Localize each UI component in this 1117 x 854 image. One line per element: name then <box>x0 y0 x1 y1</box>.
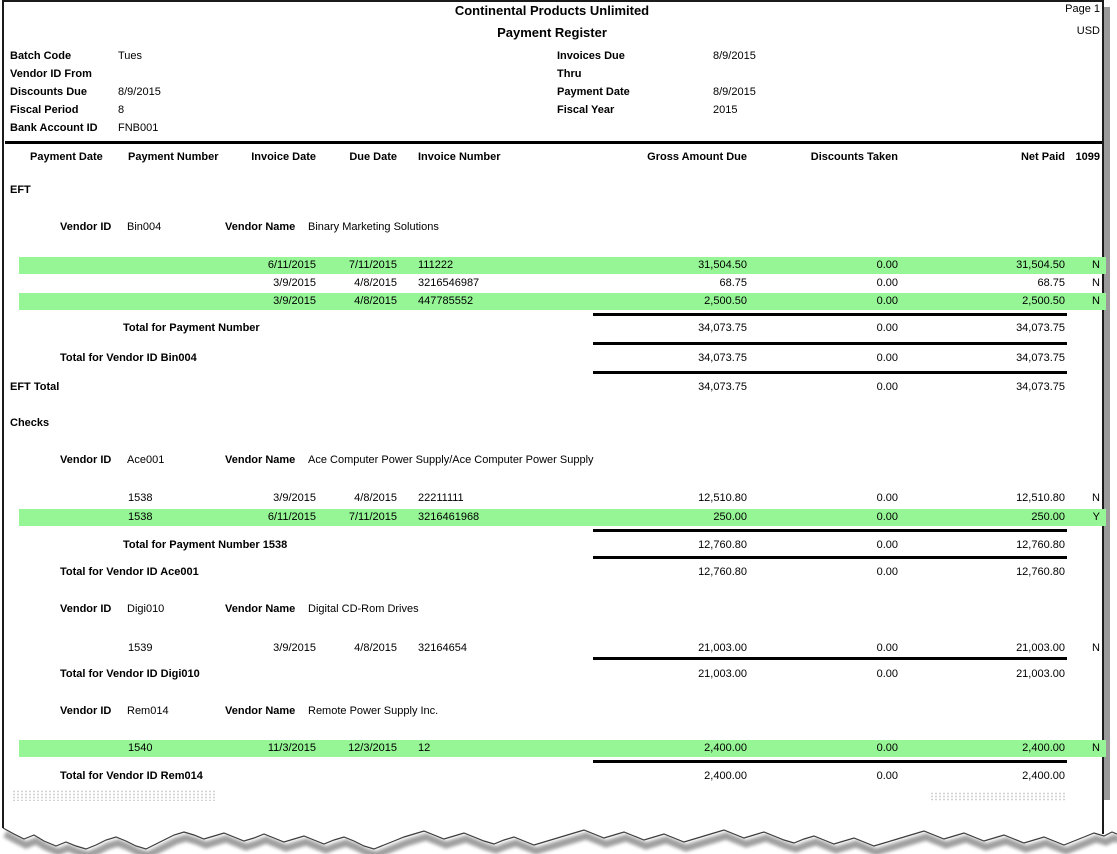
total-label: EFT Total <box>10 381 60 393</box>
invoice-number-cell: 32164654 <box>418 642 467 654</box>
discount-cell: 0.00 <box>876 566 898 578</box>
invoice-number-cell: 12 <box>418 742 431 754</box>
net-paid-cell: 21,003.00 <box>1016 668 1065 680</box>
gross-amount-cell: 68.75 <box>719 277 747 289</box>
discount-cell: 0.00 <box>876 492 898 504</box>
payment-row <box>0 490 1117 507</box>
section-label-eft <box>0 182 1117 199</box>
gross-amount-cell: 2,500.50 <box>704 295 747 307</box>
vendor-name-label: Vendor Name <box>225 603 296 615</box>
due-date-cell: 4/8/2015 <box>354 642 397 654</box>
net-paid-cell: 21,003.00 <box>1016 642 1065 654</box>
net-paid-cell: 31,504.50 <box>1016 259 1065 271</box>
flag-1099-cell: N <box>1092 277 1100 289</box>
due-date-cell: 7/11/2015 <box>348 511 397 523</box>
page-number: Page 1 <box>1065 3 1100 15</box>
invoice-date-cell: 3/9/2015 <box>273 277 316 289</box>
vendor-id-label: Vendor ID <box>60 221 112 233</box>
total-rule <box>593 657 1067 660</box>
col-1099: 1099 <box>1075 151 1100 163</box>
vendor-id-value: Digi010 <box>127 603 165 615</box>
payment-row <box>0 293 1117 310</box>
payment-number-cell: 1539 <box>128 642 153 654</box>
section-label: Checks <box>10 417 50 429</box>
param-label: Fiscal Period <box>10 104 79 116</box>
payment-number-cell: 1540 <box>128 742 153 754</box>
param-value: 2015 <box>713 104 738 116</box>
gross-amount-cell: 12,760.80 <box>698 539 747 551</box>
due-date-cell: 4/8/2015 <box>354 277 397 289</box>
column-header-row <box>0 149 1117 166</box>
param-value: Tues <box>118 50 143 62</box>
col-due-date: Due Date <box>349 151 397 163</box>
total-row <box>0 666 1117 683</box>
total-label: Total for Vendor ID Bin004 <box>60 352 197 364</box>
gross-amount-cell: 34,073.75 <box>698 352 747 364</box>
total-rule <box>593 342 1067 345</box>
payment-row <box>0 740 1117 757</box>
param-row <box>0 101 1117 119</box>
net-paid-cell: 68.75 <box>1037 277 1065 289</box>
vendor-id-value: Rem014 <box>127 705 169 717</box>
vendor-id-label: Vendor ID <box>60 454 112 466</box>
vendor-name-value: Digital CD-Rom Drives <box>308 603 419 615</box>
invoice-number-cell: 3216546987 <box>418 277 480 289</box>
payment-row <box>0 640 1117 657</box>
invoice-date-cell: 3/9/2015 <box>273 642 316 654</box>
page-border-top <box>2 0 1104 2</box>
discount-cell: 0.00 <box>876 352 898 364</box>
param-label: Fiscal Year <box>557 104 615 116</box>
gross-amount-cell: 12,760.80 <box>698 566 747 578</box>
invoice-number-cell: 447785552 <box>418 295 474 307</box>
flag-1099-cell: N <box>1092 642 1100 654</box>
due-date-cell: 12/3/2015 <box>348 742 397 754</box>
gross-amount-cell: 250.00 <box>713 511 747 523</box>
net-paid-cell: 2,500.50 <box>1022 295 1065 307</box>
param-label: Vendor ID From <box>10 68 92 80</box>
invoice-number-cell: 3216461968 <box>418 511 480 523</box>
vendor-name-label: Vendor Name <box>225 454 296 466</box>
gross-amount-cell: 2,400.00 <box>704 770 747 782</box>
flag-1099-cell: N <box>1092 742 1100 754</box>
total-rule <box>593 529 1067 532</box>
col-gross-amount: Gross Amount Due <box>647 151 747 163</box>
flag-1099-cell: Y <box>1092 511 1100 523</box>
param-value: 8/9/2015 <box>118 86 161 98</box>
net-paid-cell: 12,510.80 <box>1016 492 1065 504</box>
net-paid-cell: 12,760.80 <box>1016 539 1065 551</box>
gross-amount-cell: 12,510.80 <box>698 492 747 504</box>
invoice-date-cell: 3/9/2015 <box>273 295 316 307</box>
section-label: EFT <box>10 184 31 196</box>
discount-cell: 0.00 <box>876 277 898 289</box>
total-label: Total for Payment Number <box>123 322 260 334</box>
print-artifact-specks <box>930 792 1065 801</box>
total-label: Total for Vendor ID Digi010 <box>60 668 200 680</box>
print-artifact-specks <box>12 790 217 801</box>
param-row <box>0 65 1117 83</box>
page-shadow-right-stub <box>1104 788 1110 800</box>
payment-row <box>0 509 1117 526</box>
total-rule <box>593 371 1067 374</box>
currency-code: USD <box>1076 25 1100 37</box>
vendor-name-label: Vendor Name <box>225 221 296 233</box>
total-row <box>0 379 1117 396</box>
total-rule <box>593 313 1067 316</box>
payment-row <box>0 275 1117 292</box>
due-date-cell: 7/11/2015 <box>348 259 397 271</box>
net-paid-cell: 250.00 <box>1031 511 1065 523</box>
vendor-header-row <box>0 452 1117 469</box>
discount-cell: 0.00 <box>876 322 898 334</box>
col-net-paid: Net Paid <box>1020 151 1065 163</box>
param-value: 8 <box>118 104 125 116</box>
gross-amount-cell: 21,003.00 <box>698 668 747 680</box>
param-label: Batch Code <box>10 50 72 62</box>
vendor-name-label: Vendor Name <box>225 705 296 717</box>
discount-cell: 0.00 <box>876 259 898 271</box>
vendor-header-row <box>0 601 1117 618</box>
total-rule <box>593 760 1067 763</box>
gross-amount-cell: 31,504.50 <box>698 259 747 271</box>
vendor-header-row <box>0 703 1117 720</box>
total-label: Total for Vendor ID Rem014 <box>60 770 203 782</box>
total-row <box>0 320 1117 337</box>
param-row <box>0 83 1117 101</box>
col-payment-date: Payment Date <box>30 151 103 163</box>
net-paid-cell: 34,073.75 <box>1016 381 1065 393</box>
discount-cell: 0.00 <box>876 511 898 523</box>
param-value: FNB001 <box>118 122 159 134</box>
invoice-date-cell: 6/11/2015 <box>267 511 316 523</box>
section-label-checks <box>0 415 1117 432</box>
vendor-id-label: Vendor ID <box>60 603 112 615</box>
discount-cell: 0.00 <box>876 381 898 393</box>
vendor-name-value: Remote Power Supply Inc. <box>308 705 439 717</box>
flag-1099-cell: N <box>1092 492 1100 504</box>
invoice-date-cell: 11/3/2015 <box>267 742 316 754</box>
total-label: Total for Payment Number 1538 <box>123 539 288 551</box>
discount-cell: 0.00 <box>876 742 898 754</box>
header-rule <box>5 141 1102 144</box>
col-invoice-date: Invoice Date <box>251 151 316 163</box>
invoice-number-cell: 111222 <box>418 259 454 271</box>
total-row <box>0 768 1117 785</box>
discount-cell: 0.00 <box>876 539 898 551</box>
flag-1099-cell: N <box>1092 259 1100 271</box>
discount-cell: 0.00 <box>876 668 898 680</box>
total-row <box>0 564 1117 581</box>
gross-amount-cell: 34,073.75 <box>698 322 747 334</box>
vendor-id-value: Bin004 <box>127 221 162 233</box>
param-row <box>0 119 1117 137</box>
param-label: Invoices Due <box>557 50 625 62</box>
net-paid-cell: 34,073.75 <box>1016 352 1065 364</box>
net-paid-cell: 34,073.75 <box>1016 322 1065 334</box>
due-date-cell: 4/8/2015 <box>354 295 397 307</box>
vendor-name-value: Binary Marketing Solutions <box>308 221 439 233</box>
gross-amount-cell: 34,073.75 <box>698 381 747 393</box>
col-invoice-number: Invoice Number <box>418 151 501 163</box>
vendor-header-row <box>0 219 1117 236</box>
total-row <box>0 350 1117 367</box>
company-name: Continental Products Unlimited <box>454 3 650 18</box>
param-label: Thru <box>557 68 582 80</box>
payment-row <box>0 257 1117 274</box>
total-rule <box>593 556 1067 559</box>
invoice-number-cell: 22211111 <box>418 492 464 504</box>
gross-amount-cell: 21,003.00 <box>698 642 747 654</box>
total-label: Total for Vendor ID Ace001 <box>60 566 199 578</box>
param-label: Discounts Due <box>10 86 88 98</box>
payment-number-cell: 1538 <box>128 511 153 523</box>
discount-cell: 0.00 <box>876 642 898 654</box>
param-label: Payment Date <box>557 86 630 98</box>
payment-number-cell: 1538 <box>128 492 153 504</box>
due-date-cell: 4/8/2015 <box>354 492 397 504</box>
report-title: Payment Register <box>497 25 607 40</box>
invoice-date-cell: 6/11/2015 <box>267 259 316 271</box>
total-row <box>0 537 1117 554</box>
vendor-id-label: Vendor ID <box>60 705 112 717</box>
discount-cell: 0.00 <box>876 770 898 782</box>
gross-amount-cell: 2,400.00 <box>704 742 747 754</box>
col-payment-number: Payment Number <box>128 151 219 163</box>
param-value: 8/9/2015 <box>713 50 756 62</box>
col-discounts: Discounts Taken <box>810 151 898 163</box>
param-row <box>0 47 1117 65</box>
param-value: 8/9/2015 <box>713 86 756 98</box>
vendor-id-value: Ace001 <box>127 454 165 466</box>
flag-1099-cell: N <box>1092 295 1100 307</box>
net-paid-cell: 12,760.80 <box>1016 566 1065 578</box>
discount-cell: 0.00 <box>876 295 898 307</box>
net-paid-cell: 2,400.00 <box>1022 742 1065 754</box>
vendor-name-value: Ace Computer Power Supply/Ace Computer Power Supply <box>308 454 594 466</box>
invoice-date-cell: 3/9/2015 <box>273 492 316 504</box>
param-label: Bank Account ID <box>10 122 98 134</box>
net-paid-cell: 2,400.00 <box>1022 770 1065 782</box>
